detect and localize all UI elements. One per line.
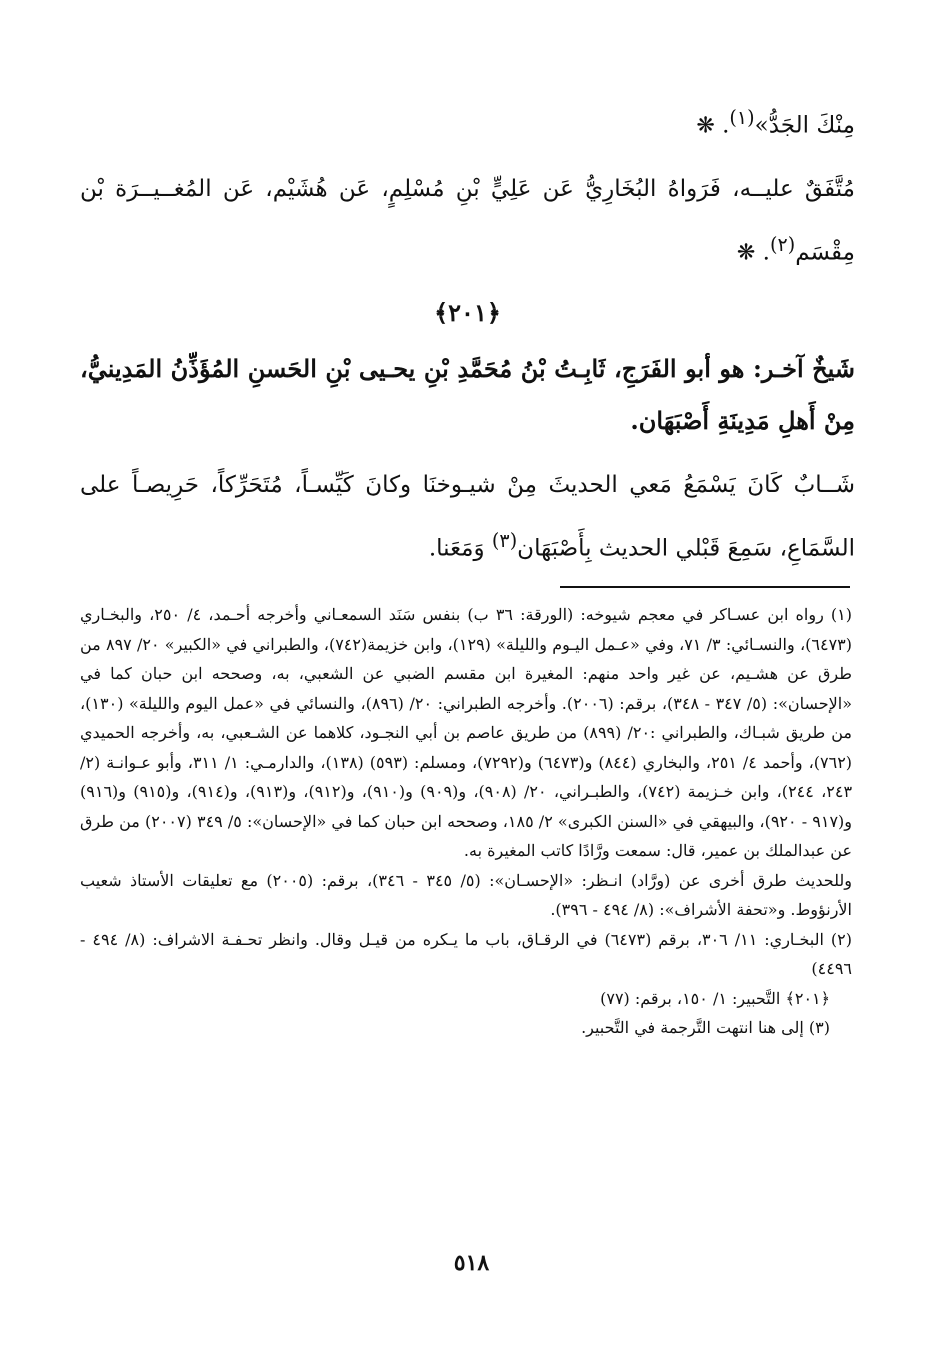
agreed-paragraph [80, 161, 855, 282]
agreed-paragraph-end: . [762, 239, 770, 266]
biography-paragraph-end: وَمَعَنا. [428, 535, 492, 562]
agreed-paragraph-text: مُتَّفَقٌ عليــه، فَرَواهُ البُخَارِيُّ عَن عَلِيٍّ بْنِ مُسْلِمٍ، عَن هُشَيْم، عَن المُغــيــرَة بْن مِقْسَم [80, 175, 855, 266]
footnote-ref-3: (٣) [491, 529, 518, 553]
footnote-ref-2: (٢) [769, 232, 796, 256]
opening-line-text: مِنْكَ الجَدُّ» [754, 112, 855, 139]
footnote-1-continued: وللحديث طرق أخرى عن (ورَّاد) انـظر: «الإحسـان»: (٥/ ٣٤٥ - ٣٤٦)، برقم: (٢٠٠٥) مع تعليقات الأستاذ شعيب الأرنؤوط. و«تحفة الأشراف»: (٨/ ٤٩٤ - ٣٩٦). [80, 870, 853, 919]
star-separator-icon: ❋ [696, 113, 715, 139]
biography-paragraph-text: شَــابٌ كَانَ يَسْمَعُ مَعي الحديثَ مِنْ شيـوخنَا وكانَ كَيِّسـاً، مُتَحَرِّكاً، حَرِيصـاً على السَّمَاعِ، سَمِعَ قَبْلي الحديث بِأَصْبَهَان [80, 472, 855, 562]
footnote-2: (٢) البخـاري: ١١/ ٣٠٦، برقم (٦٤٧٣) في الرقـاق، باب ما يـكره من قيـل وقال. وانظر تحـفـة الاشراف: (٨/ ٤٩٤ - ٤٤٩٦) [80, 929, 852, 978]
footnote-entry-ref: ﴿٢٠١﴾ التَّحبير: ١/ ١٥٠، برقم: (٧٧) [600, 988, 830, 1008]
main-text [80, 90, 855, 577]
opening-line [80, 90, 855, 155]
footnote-1: (١) رواه ابن عسـاكر في معجم شيوخه: (الورقة: ٣٦ ب) بنفس سَنَد السمعـاني وأخرجه أحـمد، ٤/ ٢٥٠، والبخـاري (٦٤٧٣)، والنسـائي: ٣/ ٧١، وفي «عـمل اليـوم والليلة» (١٢٩)، وابن خزيمة(٧٤٢)، والطبراني في «الكبير» ٢٠/ ٨٩٧ من طرق عن هشـيم، عن غير واحد منهم: المغيرة ابن مقسم الضبي عن الشعبي، به، وصححه ابن حبان كما في «الإحسان»: (٥/ ٣٤٧ - ٣٤٨)، برقم: (٢٠٠٦). وأخرجه الطبراني: ٢٠/ (٨٩٦)، والنسائي في «عمل اليوم والليلة» (١٣٠)، من طريق شبـاك، والطبراني :٢٠/ (٨٩٩) من طريق عاصم بن أبي النجـود، كلاهما عن الشـعبي، به، وأخرجه الحميدي (٧٦٢)، وأحمد ٤/ ٢٥١، والبخاري (٨٤٤) و(٦٤٧٣) و(٧٢٩٢)، ومسلم: (٥٩٣) (١٣٨)، والدارمـي: ١/ ٣١١، وأبو عـوانـة (٢/ ٢٤٣، ٢٤٤)، وابن خـزيمة (٧٤٢)، والطبـراني، ٢٠/ (٩٠٨)، و(٩٠٩) و(٩١٠)، و(٩١٢)، و(٩١٣)، و(٩١٤)، و(٩١٥) و(٩١٦) و(٩١٧ - ٩٢٠)، والبيهقي في «السنن الكبرى» ٢/ ١٨٥، وصححه ابن حبان كما في «الإحسان»: ٥/ ٣٤٩ (٢٠٠٧) من طرق عن عبدالملك بن عمير، قال: سمعت ورَّادًا كاتب المغيرة به. [80, 605, 853, 860]
footnotes [80, 600, 852, 1043]
footnote-3: (٣) إلى هنا انتهت التَّرجمة في التَّحبير. [581, 1018, 830, 1037]
star-separator-icon: ❋ [736, 240, 756, 266]
biography-paragraph [80, 457, 855, 577]
biography-heading: شَيخٌ آخـر: هو أبو الفَرَجِ، ثَابِـتُ بْنُ مُحَمَّدِ بْنِ يحـيى بْنِ الحَسنِ المُؤَذِّنُ المَدِينيُّ، مِنْ أَهلِ مَدِينَةِ أَصْبَهَان. [80, 354, 855, 436]
page-number: ٥١٨ [453, 1250, 490, 1276]
footnote-ref-1: (١) [729, 106, 755, 129]
entry-number: ﴿٢٠١﴾ [434, 298, 501, 328]
footnote-divider [560, 586, 850, 588]
opening-line-end: . [722, 112, 730, 139]
